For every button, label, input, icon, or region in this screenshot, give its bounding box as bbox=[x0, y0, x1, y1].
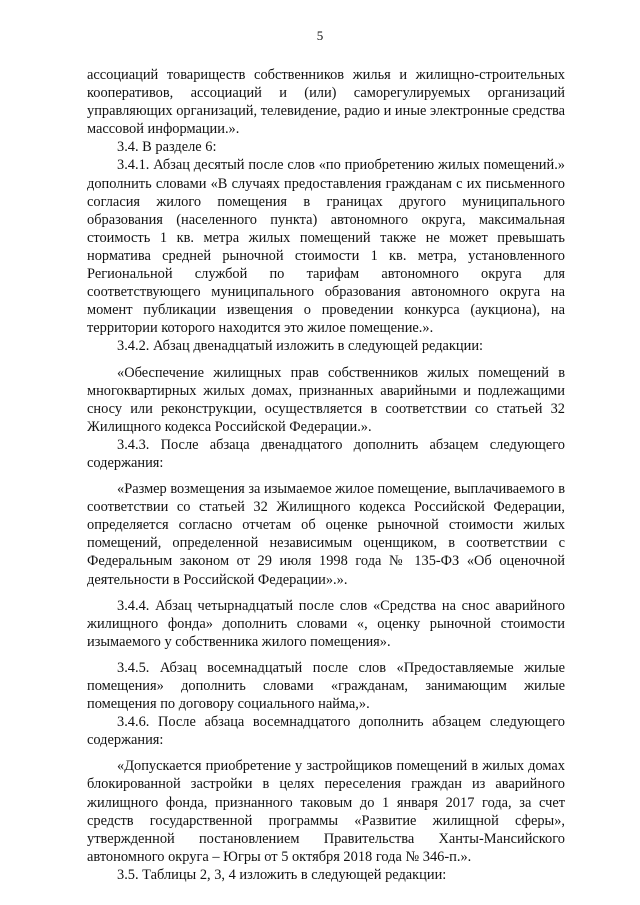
paragraph-3-4-3: 3.4.3. После абзаца двенадцатого дополнить абзацем следующего содержания: bbox=[87, 436, 565, 471]
paragraph-3-5: 3.5. Таблицы 2, 3, 4 изложить в следующей редакции: bbox=[117, 866, 447, 883]
paragraph-3-4-4: 3.4.4. Абзац четырнадцатый после слов «Средства на снос аварийного жилищного фонда» дополнить словами «, оценку рыночной стоимости изымаемого у собственника жилого помещения». bbox=[87, 597, 565, 650]
document-body bbox=[87, 66, 565, 884]
paragraph-3-4-1: 3.4.1. Абзац десятый после слов «по приобретению жилых помещений.» дополнить словами «В случаях предоставления гражданам с их письменного согласия жилого помещения в границах другого муниципального образования (населенного пункта) автономного округа, максимальная стоимость 1 кв. метра жилых помещений также не может превышать норматива средней рыночной стоимости 1 кв. метра, установленного Региональной службой по тарифам автономного округа для соответствующего муниципального образования автономного округа на момент публикации извещения о проведении конкурса (аукциона), на территории которого находится это жилое помещение.». bbox=[87, 157, 565, 337]
paragraph-3-4-6: 3.4.6. После абзаца восемнадцатого дополнить абзацем следующего содержания: bbox=[87, 714, 565, 749]
paragraph-quote-obespechenie: «Обеспечение жилищных прав собственников жилых помещений в многоквартирных жилых домах, признанных аварийными и подлежащими сносу или реконструкции, осуществляется в соответствии со статьей 32 Жилищного кодекса Российской Федерации.». bbox=[87, 364, 565, 435]
paragraph-section-3-4: 3.4. В разделе 6: bbox=[117, 139, 217, 156]
paragraph-quote-razmer: «Размер возмещения за изымаемое жилое помещение, выплачиваемого в соответствии со статьей 32 Жилищного кодекса Российской Федерации, определяется согласно отчетам об оценке рыночной стоимости жилых помещений, определенной независимым оценщиком, в соответствии с Федеральным законом от 29 июля 1998 года № 135-ФЗ «Об оценочной деятельности в Российской Федерации».». bbox=[87, 481, 565, 588]
page-number: 5 bbox=[316, 28, 324, 43]
paragraph-3-4-5: 3.4.5. Абзац восемнадцатый после слов «Предоставляемые жилые помещения» дополнить словами «гражданам, занимающим жилые помещения по договору социального найма,». bbox=[87, 659, 565, 713]
paragraph-continuation: ассоциаций товариществ собственников жилья и жилищно-строительных кооперативов, ассоциаций и (или) саморегулируемых организаций управляющих организаций, телевидение, радио и иные электронные средства массовой информации.». bbox=[87, 67, 565, 138]
paragraph-quote-dopuskaetsya: «Допускается приобретение у застройщиков помещений в жилых домах блокированной застройки в целях переселения граждан из аварийного жилищного фонда, признанного таковым до 1 января 2017 года, за счет средств государственной программы «Развитие жилищной сферы», утвержденной постановлением Правительства Ханты-Мансийского автономного округа – Югры от 5 октября 2018 года № 346-п.». bbox=[87, 758, 565, 865]
paragraph-3-4-2: 3.4.2. Абзац двенадцатый изложить в следующей редакции: bbox=[117, 338, 484, 355]
